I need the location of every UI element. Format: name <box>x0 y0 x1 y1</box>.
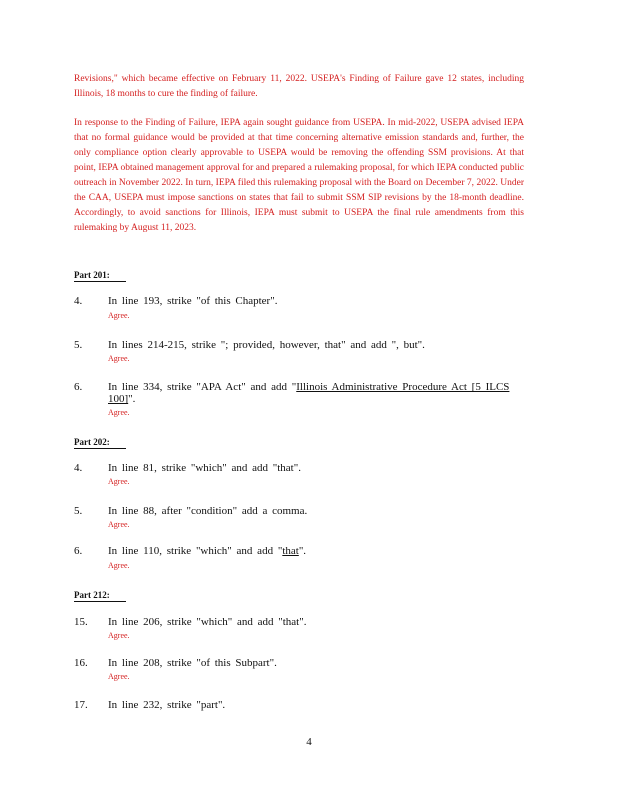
section-header-part-201: Part 201: <box>74 270 126 282</box>
page-number: 4 <box>306 736 312 748</box>
paragraph-response: In response to the Finding of Failure, IEPA again sought guidance from USEPA. In mid-2022, USEPA advised IEPA that no formal guidance would be provided at that time concerning alternative emission standards and, further, the only compliance option clearly approvable to USEPA would be removing the offending SSM provisions. At that point, IEPA obtained management approval for and prepared a rulemaking proposal, for which IEPA conducted public outreach in November 2022. In turn, IEPA filed this rulemaking proposal with the Board on December 7, 2022. Under the CAA, USEPA must impose sanctions on states that fail to submit SSM SIP revisions by the 18-month deadline. Accordingly, to avoid sanctions for Illinois, IEPA must submit to USEPA the final rule amendments from this rulemaking by August 11, 2023. <box>74 118 524 233</box>
section-header-part-212: Part 212: <box>74 590 126 602</box>
paragraph-revisions: Revisions," which became effective on February 11, 2022. USEPA's Finding of Failure gave 12 states, including Illinois, 18 months to cure the finding of failure. <box>74 74 524 99</box>
section-header-part-202: Part 202: <box>74 437 126 449</box>
document-page: Revisions," which became effective on February 11, 2022. USEPA's Finding of Failure gave 12 states, including Illinois, 18 months to cure the finding of failure. In response to the Finding of Failure, IEPA again sought guidance from USEPA. In mid-2022, USEPA advised IEPA that no formal guidance would be provided at that time concerning alternative emission standards and, further, the only compliance option clearly approvable to USEPA would be removing the offending SSM provisions. At that point, IEPA obtained management approval for and prepared a rulemaking proposal, for which IEPA conducted public outreach in November 2022. In turn, IEPA filed this rulemaking proposal with the Board on December 7, 2022. Under the CAA, USEPA must impose sanctions on states that fail to submit SSM SIP revisions by the 18-month deadline. Accordingly, to avoid sanctions for Illinois, IEPA must submit to USEPA the final rule amendments from this rulemaking by August 11, 2023. Part 201: 4. In line 193, strike "of this Chapter". Agree. 5. In lines 214-215, strike "; provided, however, that" and add ", but". Agree. 6. In line 334, strike "APA Act" and add "Illinois Administrative Procedure Act [5 ILCS 100]". Agree. Part 202: 4. In line 81, strike "which" and add "that". Agree. 5. In line 88, after "condition" add a comma. Agree. 6. In line 110, strike "which" and add "that". Agree. Part 212: 15. In line 206, strike "which" and add "that". Agree. 16. In line 208, strike "of this Subpart". Agree. 17. In line 232, strike "part". 4 <box>0 0 618 800</box>
